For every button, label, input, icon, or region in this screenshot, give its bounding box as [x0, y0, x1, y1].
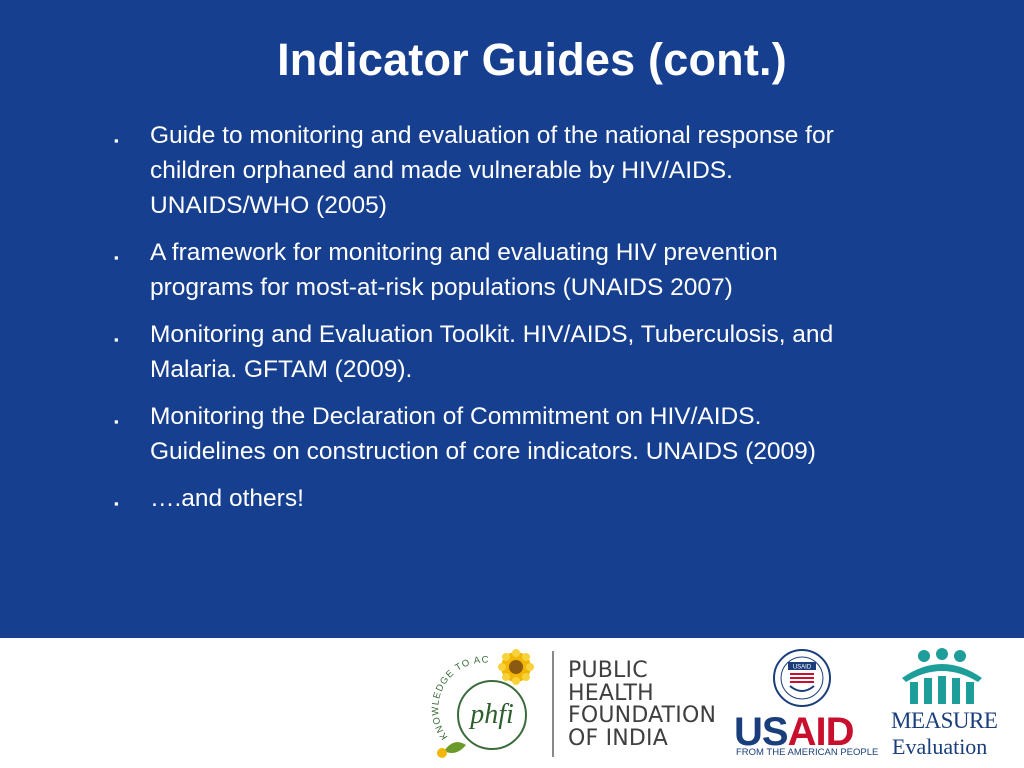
- square-bullet-icon: ▪: [114, 496, 119, 511]
- bullet-text: Monitoring the Declaration of Commitment on HIV/AIDS. Guidelines on construction of core indicators. UNAIDS (2009): [150, 403, 816, 465]
- measure-name: MEASURE: [891, 708, 998, 733]
- bullet-text: ….and others!: [150, 485, 304, 512]
- phfi-name: PUBLIC HEALTH FOUNDATION OF INDIA: [568, 658, 717, 751]
- usaid-us: US: [734, 710, 788, 754]
- usaid-seal-text: USAID: [792, 664, 812, 671]
- bullet-text: A framework for monitoring and evaluating HIV prevention programs for most-at-risk populations (UNAIDS 2007): [150, 239, 778, 301]
- measure-sub: Evaluation: [892, 734, 988, 759]
- bullet-text: Guide to monitoring and evaluation of the national response for children orphaned and made vulnerable by HIV/AIDS. UNAIDS/WHO (2005): [150, 122, 834, 219]
- square-bullet-icon: ▪: [114, 414, 119, 429]
- square-bullet-icon: ▪: [114, 332, 119, 347]
- phfi-divider: [552, 651, 554, 757]
- usaid-aid: AID: [787, 710, 854, 754]
- square-bullet-icon: ▪: [114, 133, 119, 148]
- phfi-emblem-text: phfi: [470, 699, 514, 730]
- bullet-item: [112, 118, 972, 223]
- usaid-seal-icon: [732, 648, 872, 710]
- bullet-text: Monitoring and Evaluation Toolkit. HIV/AIDS, Tuberculosis, and Malaria. GFTAM (2009).: [150, 321, 834, 383]
- slide-title: Indicator Guides (cont.): [277, 34, 787, 85]
- phfi-arc-text: KNOWLEDGE TO AC: [430, 654, 490, 742]
- people-group-icon: [888, 648, 998, 710]
- bullet-list: [112, 118, 972, 528]
- phfi-emblem-icon: [430, 645, 552, 763]
- usaid-logo: [732, 648, 879, 763]
- bullet-item: [112, 399, 972, 469]
- usaid-tagline: FROM THE AMERICAN PEOPLE: [736, 747, 879, 758]
- bullet-item: [112, 235, 972, 305]
- measure-evaluation-logo: [888, 648, 1018, 763]
- square-bullet-icon: ▪: [114, 250, 119, 265]
- bullet-item: [112, 481, 972, 516]
- bullet-item: [112, 317, 972, 387]
- phfi-logo: [430, 645, 720, 763]
